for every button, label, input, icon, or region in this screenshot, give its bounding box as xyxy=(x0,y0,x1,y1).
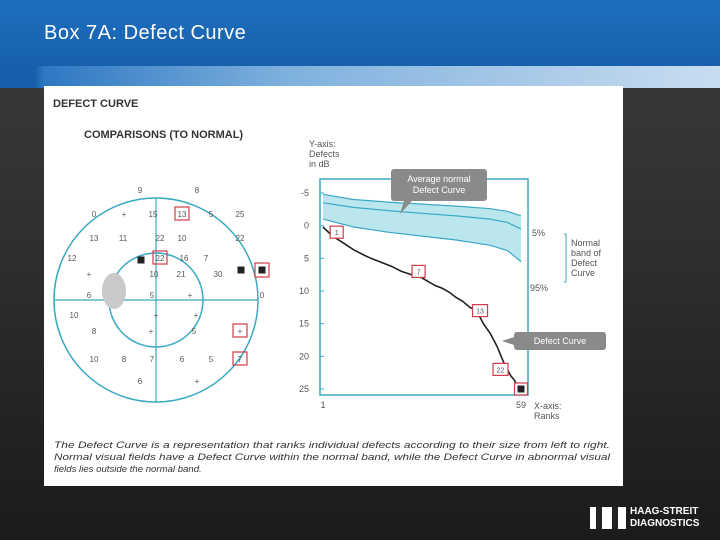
panel-subheading: COMPARISONS (TO NORMAL) xyxy=(84,129,244,141)
defect-curve-callout-text: Defect Curve xyxy=(533,336,587,346)
field-value: 22 xyxy=(155,234,165,243)
field-value: 0 xyxy=(91,210,97,219)
y-axis-ticks xyxy=(299,188,309,394)
average-normal-callout-text: Defect Curve xyxy=(412,185,466,195)
caption-line: The Defect Curve is a representation that ranks individual defects according to their size from left to right. xyxy=(54,440,610,451)
band-bracket xyxy=(564,234,566,282)
hs-logo-mark-icon xyxy=(590,507,626,529)
field-value: 10 xyxy=(149,270,159,279)
band-label-line: Normal xyxy=(571,238,601,248)
field-value: + xyxy=(86,270,92,279)
band-label-line: band of xyxy=(571,248,602,258)
y-tick-label: 15 xyxy=(298,318,309,329)
y-tick-label: -5 xyxy=(300,188,309,198)
field-defect-square xyxy=(238,267,245,274)
field-value: 16 xyxy=(179,254,189,263)
field-value: 30 xyxy=(213,270,223,279)
field-value: + xyxy=(187,291,193,300)
band-label-line: Curve xyxy=(571,268,596,278)
header-gradient-strip xyxy=(0,66,720,88)
defect-marker-label: 7 xyxy=(416,269,421,277)
y-tick-label: 5 xyxy=(303,253,309,264)
y-axis-label-line: in dB xyxy=(309,159,330,169)
field-value: 15 xyxy=(148,210,158,219)
defect-curve-line xyxy=(323,227,521,388)
field-value: 8 xyxy=(194,186,200,195)
average-normal-callout-text: Average normal xyxy=(407,174,471,184)
field-value: + xyxy=(153,311,159,320)
field-value: + xyxy=(148,327,154,336)
slide-title: Box 7A: Defect Curve xyxy=(44,22,247,44)
field-value: + xyxy=(121,210,127,219)
field-value: 10 xyxy=(69,311,79,320)
field-value: 6 xyxy=(137,377,143,386)
defect-curve-chart xyxy=(299,139,606,421)
field-value: 9 xyxy=(137,186,143,195)
x-axis-label-line: Ranks xyxy=(534,411,560,421)
field-defect-square xyxy=(259,267,266,274)
field-value: 7 xyxy=(149,355,155,364)
lower-percentile-label: 95% xyxy=(530,283,549,293)
blind-spot xyxy=(102,273,126,309)
y-tick-label: 20 xyxy=(298,351,309,362)
y-tick-label: 10 xyxy=(298,286,309,296)
field-value: 13 xyxy=(89,234,99,243)
field-value: 7 xyxy=(237,355,243,364)
slide-header xyxy=(0,0,720,66)
field-value: + xyxy=(193,311,199,320)
field-defect-square xyxy=(138,257,145,264)
field-value: 13 xyxy=(177,210,187,219)
figure-panel xyxy=(44,86,623,486)
field-value: 12 xyxy=(67,254,77,263)
field-value: 25 xyxy=(235,210,245,219)
field-value: 5 xyxy=(208,355,214,364)
x-axis-ticks xyxy=(320,400,526,410)
upper-percentile-label: 5% xyxy=(532,228,546,238)
field-value: 10 xyxy=(177,234,187,243)
x-axis-label xyxy=(534,401,562,421)
logo-line-2: DIAGNOSTICS xyxy=(630,518,700,529)
field-value: 5 xyxy=(208,210,214,219)
field-value: 11 xyxy=(118,234,128,243)
defect-marker-filled xyxy=(518,386,525,393)
logo-line-1: HAAG-STREIT xyxy=(630,506,699,517)
x-axis-label-line: X-axis: xyxy=(534,401,562,411)
y-tick-label: 25 xyxy=(298,384,309,394)
x-tick-label: 59 xyxy=(515,400,527,410)
defect-curve-figure xyxy=(44,86,623,486)
y-axis-label-line: Y-axis: xyxy=(309,139,336,149)
field-value: 22 xyxy=(155,254,165,263)
field-value: + xyxy=(237,327,243,336)
band-label-line: Defect xyxy=(571,258,598,268)
caption-line: fields lies outside the normal band. xyxy=(54,464,202,475)
field-value: 21 xyxy=(176,270,186,279)
field-value: 7 xyxy=(203,254,209,263)
field-value: 8 xyxy=(91,327,97,336)
defect-marker-label: 13 xyxy=(476,308,484,316)
field-value: 5 xyxy=(149,291,155,300)
field-value: 10 xyxy=(89,355,99,364)
field-value: + xyxy=(194,377,200,386)
defect-marker-label: 1 xyxy=(334,230,339,238)
y-tick-label: 0 xyxy=(303,220,309,231)
defect-markers xyxy=(330,226,527,395)
band-labels xyxy=(530,228,602,293)
caption-line: Normal visual fields have a Defect Curve within the normal band, while the Defect Curve in abnormal visual xyxy=(54,452,612,463)
y-axis-label xyxy=(309,139,340,169)
haag-streit-logo xyxy=(590,505,706,531)
field-value: 6 xyxy=(86,291,92,300)
x-tick-label: 1 xyxy=(320,400,326,410)
field-value: 6 xyxy=(179,355,185,364)
field-value: 22 xyxy=(235,234,245,243)
defect-marker-label: 22 xyxy=(496,367,505,375)
field-value: 0 xyxy=(259,291,265,300)
field-value: 5 xyxy=(191,327,197,336)
figure-caption xyxy=(54,440,611,475)
visual-field-map xyxy=(54,186,269,402)
field-value: 8 xyxy=(121,355,127,364)
y-axis-label-line: Defects xyxy=(309,149,340,159)
panel-heading: DEFECT CURVE xyxy=(53,98,139,110)
